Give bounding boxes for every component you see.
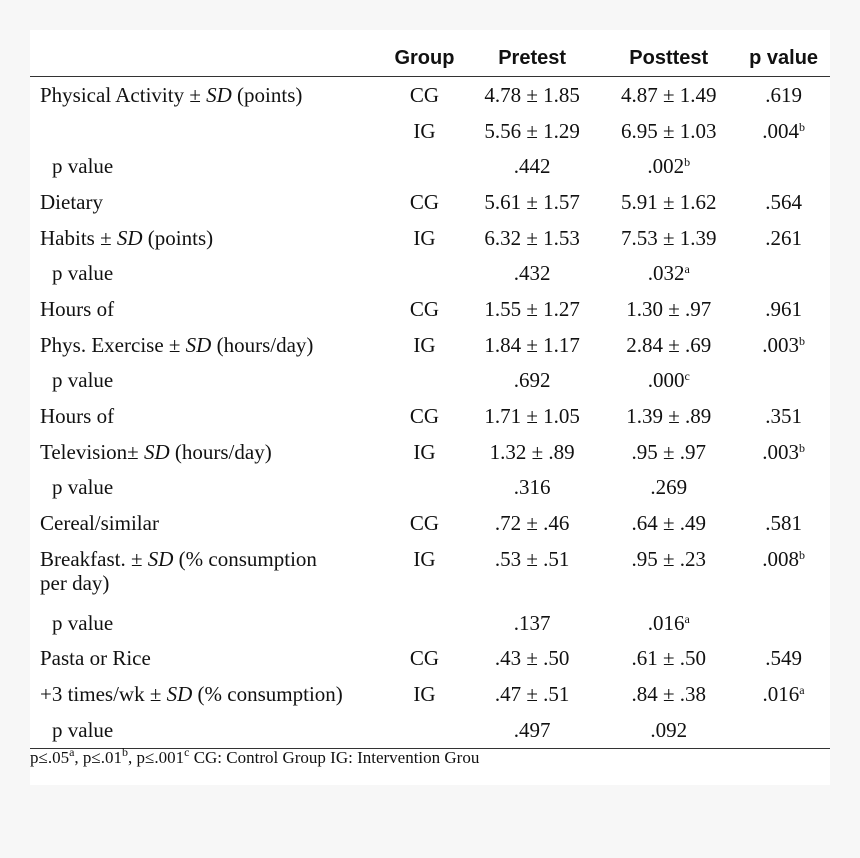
pretest-cell: 1.71 ± 1.05 xyxy=(484,404,580,429)
group-cell: CG xyxy=(409,82,440,107)
variable-label: p value xyxy=(52,368,114,393)
significance-sup: c xyxy=(684,369,690,384)
posttest-value: .64 ± .49 xyxy=(631,511,706,536)
table-body xyxy=(30,77,830,749)
variable-cell xyxy=(30,184,385,220)
table-row xyxy=(30,541,830,605)
p-value-cell xyxy=(737,184,830,220)
variable-label: Habits ± xyxy=(40,225,117,250)
variable-label-rest: (hours/day) xyxy=(211,332,314,357)
variable-cell xyxy=(30,541,385,605)
p-value-cell xyxy=(737,434,830,470)
posttest-cell xyxy=(600,470,737,506)
posttest-cell xyxy=(600,327,737,363)
posttest-cell xyxy=(600,505,737,541)
p-value: .619 xyxy=(765,82,802,107)
group-cell: IG xyxy=(413,225,436,250)
pretest-cell: 6.32 ± 1.53 xyxy=(484,225,580,250)
p-value: .549 xyxy=(765,646,802,671)
pretest-cell: .43 ± .50 xyxy=(494,646,570,671)
variable-cell xyxy=(30,220,385,256)
posttest-value: .000 xyxy=(647,368,685,393)
variable-label-rest: (hours/day) xyxy=(169,439,272,464)
pretest-cell: 1.32 ± .89 xyxy=(489,439,575,464)
variable-label: Physical Activity ± xyxy=(40,82,207,107)
pretest-cell: .497 xyxy=(464,712,600,748)
significance-sup: b xyxy=(798,547,805,562)
variable-label-line2: per day) xyxy=(40,570,110,595)
sd-label: SD xyxy=(116,225,143,250)
p-value: .004 xyxy=(762,118,799,143)
posttest-value: 2.84 ± .69 xyxy=(626,332,712,357)
pretest-cell: .316 xyxy=(513,475,551,500)
posttest-value: .61 ± .50 xyxy=(631,646,706,671)
p-value-cell xyxy=(737,255,830,291)
posttest-value: .092 xyxy=(650,717,688,742)
posttest-cell xyxy=(600,220,737,256)
p-value-label xyxy=(30,712,385,748)
variable-label: p value xyxy=(52,475,114,500)
footnote-part: CG: Control Group IG: Intervention Grou xyxy=(189,748,480,767)
p-value-cell xyxy=(737,505,830,541)
pretest-cell: .442 xyxy=(513,154,551,179)
header-pretest: Pretest xyxy=(464,40,600,77)
p-value: .961 xyxy=(765,296,802,321)
significance-sup: b xyxy=(798,333,805,348)
variable-cell xyxy=(30,505,385,541)
p-value-cell xyxy=(737,291,830,327)
p-value-cell xyxy=(737,541,830,605)
posttest-value: .002 xyxy=(647,154,685,179)
posttest-cell xyxy=(600,113,737,149)
group-cell xyxy=(385,363,464,399)
group-cell xyxy=(385,255,464,291)
group-cell: CG xyxy=(409,296,440,321)
pretest-cell: .47 ± .51 xyxy=(494,682,570,707)
group-cell: CG xyxy=(409,404,440,429)
p-value-cell xyxy=(737,398,830,434)
significance-sup: b xyxy=(798,440,805,455)
footnote-part: , p≤.01 xyxy=(74,748,123,767)
variable-label: Dietary xyxy=(40,189,103,214)
group-cell: CG xyxy=(409,646,440,671)
variable-label: Breakfast. ± xyxy=(40,546,148,571)
table-row xyxy=(30,676,830,712)
variable-label-rest: (% consumption) xyxy=(192,682,343,707)
group-cell: CG xyxy=(409,511,440,536)
p-value-cell xyxy=(737,77,830,113)
posttest-value: 5.91 ± 1.62 xyxy=(620,189,717,214)
posttest-value: .032 xyxy=(647,261,685,286)
header-variable xyxy=(30,40,385,77)
group-cell: IG xyxy=(413,332,436,357)
p-value-label xyxy=(30,605,385,641)
p-value-cell xyxy=(737,148,830,184)
pretest-cell: .692 xyxy=(513,368,551,393)
group-cell: CG xyxy=(409,189,440,214)
significance-sup: a xyxy=(684,262,690,277)
variable-label: Cereal/similar xyxy=(40,511,159,536)
p-value: .564 xyxy=(765,189,802,214)
p-value-cell xyxy=(737,712,830,748)
variable-cell xyxy=(30,398,385,434)
variable-label: Phys. Exercise ± xyxy=(40,332,186,357)
group-cell xyxy=(385,605,464,641)
pretest-cell: 1.55 ± 1.27 xyxy=(484,296,580,321)
posttest-cell xyxy=(600,148,737,184)
pretest-cell: 5.61 ± 1.57 xyxy=(484,189,580,214)
posttest-value: 7.53 ± 1.39 xyxy=(620,225,717,250)
variable-label: p value xyxy=(52,154,114,179)
table-row xyxy=(30,220,830,256)
group-cell: IG xyxy=(413,118,436,143)
table-row xyxy=(30,291,830,327)
posttest-value: .95 ± .97 xyxy=(631,439,706,464)
p-value: .261 xyxy=(765,225,802,250)
table-row xyxy=(30,470,830,506)
significance-sup: b xyxy=(684,155,691,170)
group-cell xyxy=(385,470,464,506)
table-row xyxy=(30,77,830,113)
group-cell xyxy=(385,712,464,748)
sd-label: SD xyxy=(206,82,232,107)
p-value-cell xyxy=(737,113,830,149)
pretest-cell: .137 xyxy=(513,610,551,635)
table-row xyxy=(30,327,830,363)
pretest-cell: 5.56 ± 1.29 xyxy=(484,118,580,143)
table-row xyxy=(30,398,830,434)
variable-label: p value xyxy=(52,261,114,286)
pretest-cell: .432 xyxy=(513,261,551,286)
posttest-cell xyxy=(600,184,737,220)
table-row xyxy=(30,605,830,641)
significance-sup: a xyxy=(799,683,805,698)
p-value: .016 xyxy=(762,682,800,707)
posttest-cell xyxy=(600,363,737,399)
posttest-cell xyxy=(600,291,737,327)
table-row xyxy=(30,363,830,399)
sd-label: SD xyxy=(147,546,174,571)
variable-cell xyxy=(30,676,385,712)
posttest-value: 1.30 ± .97 xyxy=(626,296,712,321)
header-p-value: p value xyxy=(737,40,830,77)
header-posttest: Posttest xyxy=(600,40,737,77)
table-row xyxy=(30,505,830,541)
header-group: Group xyxy=(385,40,464,77)
p-value: .003 xyxy=(762,439,799,464)
footnote-part: p≤.05 xyxy=(30,748,70,767)
posttest-value: .84 ± .38 xyxy=(631,682,706,707)
posttest-value: .95 ± .23 xyxy=(631,546,706,571)
significance-sup: a xyxy=(684,611,690,626)
footnote-sup: b xyxy=(122,745,129,759)
variable-cell xyxy=(30,291,385,327)
variable-label: Hours of xyxy=(40,404,115,429)
table-row xyxy=(30,113,830,149)
posttest-value: .269 xyxy=(650,475,688,500)
posttest-cell xyxy=(600,641,737,677)
variable-label: Pasta or Rice xyxy=(40,646,151,671)
footnote-part: , p≤.001 xyxy=(128,748,185,767)
variable-label: +3 times/wk ± xyxy=(40,682,167,707)
p-value-cell xyxy=(737,363,830,399)
significance-sup: b xyxy=(798,119,805,134)
group-cell: IG xyxy=(413,439,436,464)
posttest-value: 6.95 ± 1.03 xyxy=(620,118,717,143)
pretest-cell: .72 ± .46 xyxy=(494,511,570,536)
p-value-cell xyxy=(737,220,830,256)
p-value-label xyxy=(30,255,385,291)
table-row xyxy=(30,712,830,748)
posttest-cell xyxy=(600,434,737,470)
sd-label: SD xyxy=(143,439,170,464)
table-footnote xyxy=(30,745,480,768)
header-row xyxy=(30,40,830,77)
pretest-cell: 1.84 ± 1.17 xyxy=(484,332,580,357)
p-value: .351 xyxy=(765,404,802,429)
variable-cell xyxy=(30,641,385,677)
group-cell: IG xyxy=(413,546,436,571)
variable-label: Hours of xyxy=(40,296,115,321)
table-sheet xyxy=(30,30,830,785)
results-table xyxy=(30,40,830,749)
posttest-cell xyxy=(600,77,737,113)
p-value-cell xyxy=(737,470,830,506)
variable-label: p value xyxy=(52,717,114,742)
footnote-sup: a xyxy=(69,745,75,759)
p-value: .003 xyxy=(762,332,799,357)
variable-label-rest: (% consumption xyxy=(173,546,317,571)
sd-label: SD xyxy=(185,332,212,357)
variable-cell xyxy=(30,434,385,470)
posttest-cell xyxy=(600,541,737,605)
variable-cell xyxy=(30,77,385,113)
p-value-cell xyxy=(737,327,830,363)
posttest-value: .016 xyxy=(647,610,685,635)
variable-label-rest: (points) xyxy=(231,82,303,107)
p-value-cell xyxy=(737,641,830,677)
p-value-label xyxy=(30,363,385,399)
table-row xyxy=(30,641,830,677)
posttest-cell xyxy=(600,255,737,291)
table-row xyxy=(30,184,830,220)
group-cell: IG xyxy=(413,682,436,707)
table-row xyxy=(30,148,830,184)
posttest-cell xyxy=(600,712,737,748)
p-value-cell xyxy=(737,676,830,712)
posttest-value: 4.87 ± 1.49 xyxy=(620,82,717,107)
posttest-cell xyxy=(600,605,737,641)
variable-cell xyxy=(30,327,385,363)
footnote-sup: c xyxy=(184,745,190,759)
pretest-cell: 4.78 ± 1.85 xyxy=(484,82,580,107)
variable-label: Television± xyxy=(40,439,144,464)
variable-label: p value xyxy=(52,610,114,635)
table-row xyxy=(30,434,830,470)
group-cell xyxy=(385,148,464,184)
variable-cell xyxy=(30,113,385,149)
p-value-cell xyxy=(737,605,830,641)
posttest-cell xyxy=(600,676,737,712)
p-value: .008 xyxy=(762,546,799,571)
p-value-label xyxy=(30,148,385,184)
pretest-cell: .53 ± .51 xyxy=(494,546,570,571)
p-value: .581 xyxy=(765,511,802,536)
posttest-cell xyxy=(600,398,737,434)
p-value-label xyxy=(30,470,385,506)
variable-label-rest: (points) xyxy=(142,225,214,250)
table-row xyxy=(30,255,830,291)
sd-label: SD xyxy=(166,682,193,707)
posttest-value: 1.39 ± .89 xyxy=(626,404,712,429)
